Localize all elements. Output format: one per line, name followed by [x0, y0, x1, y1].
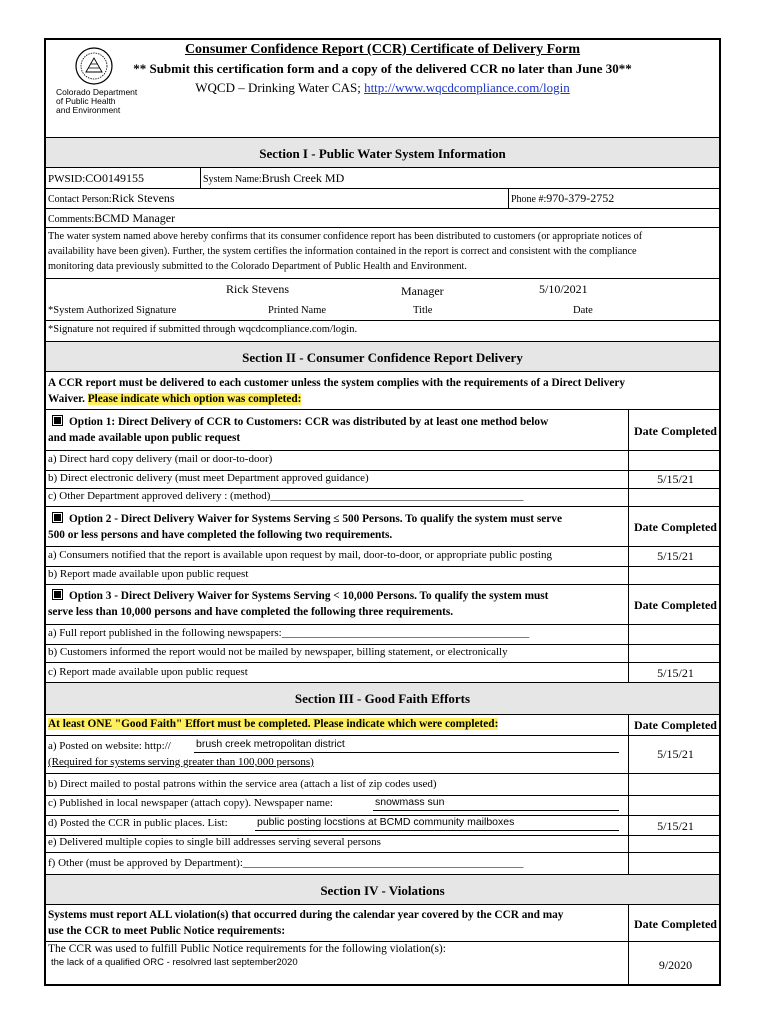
option1-date-completed-header: Date Completed	[634, 424, 717, 438]
system-name-value: Brush Creek MD	[261, 171, 345, 185]
section2-title: Section II - Consumer Confidence Report Delivery	[242, 350, 523, 365]
gfe-item-f: f) Other (must be approved by Department):___________________________________________________	[48, 857, 524, 869]
pwsid-value: CO0149155	[85, 171, 144, 185]
logo-line-1: Colorado Department	[56, 87, 138, 97]
system-name-field	[203, 171, 344, 186]
newspaper-name-value: snowmass sun	[375, 796, 445, 808]
option2-line-2: 500 or less persons and have completed the following two requirements.	[48, 529, 393, 541]
certification-line-3: monitoring data previously submitted to the Colorado Department of Public Health and Environment.	[48, 261, 467, 272]
certification-line-2: availability have been given). Further, the system certifies the information contained in the report is correct and consistent with the compliance	[48, 246, 637, 257]
option1-line-2: and made available upon public request	[48, 432, 241, 444]
gfe-item-c	[48, 797, 333, 809]
form-subtitle: ** Submit this certification form and a copy of the delivered CCR no later than June 30**	[133, 61, 632, 76]
printed-name-label: Printed Name	[268, 305, 327, 316]
comments-field	[48, 211, 175, 226]
section2-intro-line-1: A CCR report must be delivered to each customer unless the system complies with the requirements of a Direct Delivery	[48, 377, 625, 389]
option3-line-2: serve less than 10,000 persons and have completed the following three requirements.	[48, 606, 454, 618]
violations-statement: The CCR was used to fulfill Public Notice requirements for the following violation(s):	[48, 943, 446, 955]
comments-label: Comments:	[48, 214, 95, 225]
date-label: Date	[573, 305, 593, 316]
website-value: brush creek metropolitan district	[196, 738, 345, 750]
gfe-item-e: e) Delivered multiple copies to single bill addresses serving several persons	[48, 836, 381, 848]
option3-checkbox[interactable]	[52, 589, 63, 600]
contact-person-value: Rick Stevens	[111, 191, 175, 205]
gfe-item-a-date: 5/15/21	[657, 747, 694, 761]
option2-item-a: a) Consumers notified that the report is available upon request by mail, door-to-door, or appropriate public posting	[48, 549, 552, 561]
option3-item-c-date: 5/15/21	[657, 666, 694, 680]
certification-line-1: The water system named above hereby confirms that its consumer confidence report has been distributed to customers (or appropriate notices of	[48, 231, 643, 242]
gfe-item-a-label: a) Posted on website: http://	[48, 740, 171, 752]
option2-line-1: Option 2 - Direct Delivery Waiver for Systems Serving ≤ 500 Persons. To qualify the system must serve	[69, 513, 562, 525]
option3-item-b: b) Customers informed the report would not be mailed by newspaper, billing statement, or electronically	[48, 646, 508, 658]
gfe-item-c-label: c) Published in local newspaper (attach copy). Newspaper name:	[48, 797, 333, 809]
option1-line-1: Option 1: Direct Delivery of CCR to Customers: CCR was distributed by at least one method below	[69, 416, 549, 428]
option3-date-completed-header: Date Completed	[634, 598, 717, 612]
section1-title: Section I - Public Water System Information	[259, 146, 506, 161]
section4-date-completed-header: Date Completed	[634, 917, 717, 931]
gfe-item-b: b) Direct mailed to postal patrons within the service area (attach a list of zip codes used)	[48, 778, 437, 790]
option3-heading	[52, 589, 548, 602]
option1-item-c: c) Other Department approved delivery : (method)______________________________________________	[48, 490, 524, 502]
section4-intro-line-2: use the CCR to meet Public Notice requirements:	[48, 925, 286, 937]
gfe-item-d-label: d) Posted the CCR in public places. List:	[48, 817, 228, 829]
option2-date-completed-header: Date Completed	[634, 520, 717, 534]
pwsid-field	[48, 171, 144, 186]
phone-label: Phone #:	[511, 194, 547, 205]
option3-line-1: Option 3 - Direct Delivery Waiver for Systems Serving < 10,000 Persons. To qualify the system must	[69, 590, 549, 602]
section3-title: Section III - Good Faith Efforts	[294, 691, 471, 706]
submission-contact	[46, 80, 719, 96]
logo-line-2: of Public Health	[56, 96, 116, 106]
public-places-value: public posting locstions at BCMD community mailboxes	[257, 816, 515, 828]
section4-title: Section IV - Violations	[320, 883, 445, 898]
wqcd-compliance-link[interactable]: http://www.wqcdcompliance.com/login	[364, 80, 570, 95]
option2-item-b: b) Report made available upon public request	[48, 568, 249, 580]
date-value: 5/10/2021	[539, 282, 588, 296]
certification-statement	[48, 229, 642, 274]
phone-field	[511, 191, 614, 206]
gfe-item-d-date: 5/15/21	[657, 819, 694, 833]
gfe-item-a-note: (Required for systems serving greater than 100,000 persons)	[48, 756, 314, 768]
phone-value: 970-379-2752	[546, 191, 615, 205]
option1-item-b-date: 5/15/21	[657, 472, 694, 486]
contact-person-field	[48, 191, 175, 206]
pwsid-label: PWSID:	[48, 173, 86, 185]
title-value: Manager	[401, 284, 444, 298]
option1-heading	[52, 415, 548, 428]
section2-intro-line-2	[48, 393, 301, 405]
section3-intro	[48, 718, 498, 730]
option3-item-c: c) Report made available upon public request	[48, 666, 248, 678]
comments-value: BCMD Manager	[94, 211, 176, 225]
option3-item-a: a) Full report published in the following newspapers:_____________________________________________	[48, 627, 530, 639]
logo-line-3: and Environment	[56, 105, 121, 115]
violation-description: the lack of a qualified ORC - resolvred last september2020	[51, 957, 298, 968]
section2-intro-plain: Waiver.	[48, 393, 88, 405]
gfe-item-d	[48, 817, 228, 829]
signature-note: *Signature not required if submitted through wqcdcompliance.com/login.	[48, 324, 358, 335]
option2-heading	[52, 512, 562, 525]
option1-checkbox[interactable]	[52, 415, 63, 426]
gfe-item-a	[48, 740, 171, 752]
section3-date-completed-header: Date Completed	[634, 718, 717, 732]
contact-person-label: Contact Person:	[48, 194, 112, 205]
violation-date: 9/2020	[658, 958, 693, 972]
form-title: Consumer Confidence Report (CCR) Certificate of Delivery Form	[184, 42, 581, 57]
section3-intro-highlight: At least ONE "Good Faith" Effort must be completed. Please indicate which were completed:	[48, 718, 499, 730]
printed-name-value: Rick Stevens	[226, 282, 289, 296]
title-label: Title	[413, 305, 433, 316]
option2-item-a-date: 5/15/21	[657, 549, 694, 563]
contact-prefix: WQCD – Drinking Water CAS;	[195, 80, 365, 95]
option1-item-a: a) Direct hard copy delivery (mail or door-to-door)	[48, 453, 273, 465]
section2-intro-highlight: Please indicate which option was completed:	[87, 393, 302, 405]
ccr-certificate-form	[44, 38, 721, 986]
option1-item-b: b) Direct electronic delivery (must meet Department approved guidance)	[48, 472, 369, 484]
signature-label: *System Authorized Signature	[48, 305, 177, 316]
option2-checkbox[interactable]	[52, 512, 63, 523]
section4-intro-line-1: Systems must report ALL violation(s) that occurred during the calendar year covered by the CCR and may	[48, 909, 564, 921]
system-name-label: System Name:	[203, 174, 262, 185]
